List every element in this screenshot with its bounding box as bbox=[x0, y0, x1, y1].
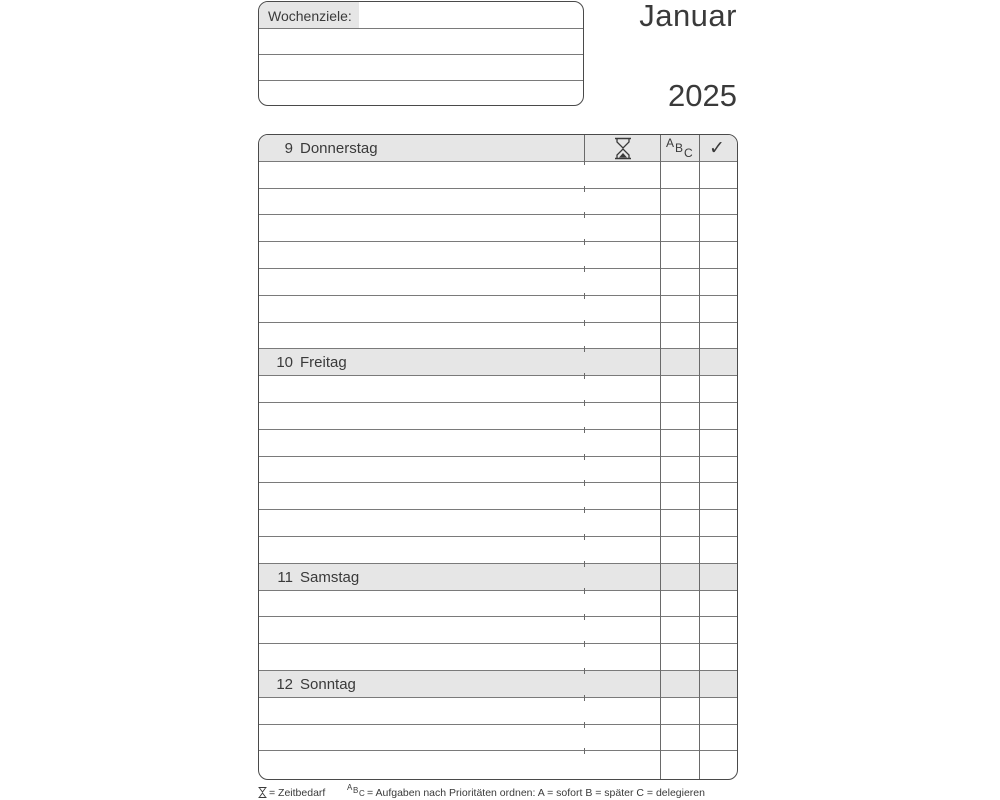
planner-entry-line[interactable] bbox=[259, 296, 737, 323]
planner-entry-line[interactable] bbox=[259, 215, 737, 242]
priority-letter-c: C bbox=[684, 146, 693, 160]
time-tick bbox=[584, 373, 585, 379]
day-name: Sonntag bbox=[300, 676, 356, 693]
planner-entry-line[interactable] bbox=[259, 591, 737, 618]
planner-entry-line[interactable] bbox=[259, 644, 737, 671]
time-tick bbox=[584, 212, 585, 218]
legend-letter-a: A bbox=[347, 783, 353, 792]
time-tick bbox=[584, 695, 585, 701]
legend-letter-b: B bbox=[353, 786, 359, 795]
time-tick bbox=[584, 588, 585, 594]
planner-entry-line[interactable] bbox=[259, 430, 737, 457]
time-column-divider bbox=[584, 135, 585, 161]
weekly-goals-label-band bbox=[259, 2, 359, 29]
time-tick bbox=[584, 641, 585, 647]
planner-entry-line[interactable] bbox=[259, 510, 737, 537]
legend-letter-c: C bbox=[359, 789, 365, 798]
time-tick bbox=[584, 266, 585, 272]
time-tick bbox=[584, 400, 585, 406]
time-tick bbox=[584, 186, 585, 192]
day-name: Samstag bbox=[300, 568, 360, 586]
day-number: 11 bbox=[277, 568, 293, 586]
planner-entry-line[interactable] bbox=[259, 376, 737, 403]
time-tick bbox=[584, 480, 585, 486]
hourglass-icon-small bbox=[258, 787, 267, 798]
legend-priority-text: = Aufgaben nach Prioritäten ordnen: A = sofort B = später C = delegieren bbox=[367, 787, 705, 799]
planner-entry-line[interactable] bbox=[259, 242, 737, 269]
planner-entry-line[interactable] bbox=[259, 269, 737, 296]
time-tick bbox=[584, 668, 585, 674]
day-header-row bbox=[259, 671, 737, 698]
planner-entry-line[interactable] bbox=[259, 403, 737, 430]
priority-letter-a: A bbox=[666, 136, 675, 150]
done-column-divider bbox=[699, 135, 700, 779]
time-tick bbox=[584, 748, 585, 754]
legend-time-text: = Zeitbedarf bbox=[269, 787, 326, 799]
month-title: Januar bbox=[639, 0, 737, 33]
goals-line[interactable] bbox=[259, 54, 583, 55]
time-tick bbox=[584, 427, 585, 433]
planner-entry-line[interactable] bbox=[259, 537, 737, 564]
planner-entry-line[interactable] bbox=[259, 751, 737, 778]
planner-entry-line[interactable] bbox=[259, 483, 737, 510]
planner-entry-line[interactable] bbox=[259, 189, 737, 216]
time-tick bbox=[584, 614, 585, 620]
priority-column-divider bbox=[660, 135, 661, 779]
checkmark-icon: ✓ bbox=[709, 138, 725, 159]
planner-entry-line[interactable] bbox=[259, 323, 737, 350]
planner-entry-line[interactable] bbox=[259, 617, 737, 644]
weekly-goals-box bbox=[258, 1, 584, 106]
time-tick bbox=[584, 239, 585, 245]
time-tick bbox=[584, 507, 585, 513]
day-header-row bbox=[259, 564, 737, 591]
year-title: 2025 bbox=[668, 78, 737, 113]
daily-planner-grid bbox=[258, 134, 738, 780]
day-name: Donnerstag bbox=[300, 140, 378, 157]
time-tick bbox=[584, 561, 585, 567]
hourglass-icon bbox=[613, 137, 633, 160]
planner-entry-line[interactable] bbox=[259, 698, 737, 725]
day-number: 12 bbox=[276, 676, 293, 693]
planner-entry-line[interactable] bbox=[259, 725, 737, 752]
day-number: 10 bbox=[276, 354, 293, 372]
time-tick bbox=[584, 293, 585, 299]
day-name: Freitag bbox=[300, 354, 347, 372]
time-tick bbox=[584, 346, 585, 352]
time-tick bbox=[584, 722, 585, 728]
time-tick bbox=[584, 320, 585, 326]
time-tick bbox=[584, 454, 585, 460]
day-header-row bbox=[259, 349, 737, 376]
day-number: 9 bbox=[284, 140, 293, 157]
planner-entry-line[interactable] bbox=[259, 162, 737, 189]
time-tick bbox=[584, 534, 585, 540]
time-tick bbox=[584, 159, 585, 165]
planner-entry-line[interactable] bbox=[259, 457, 737, 484]
priority-letter-b: B bbox=[675, 141, 684, 155]
goals-line[interactable] bbox=[259, 28, 583, 29]
goals-line[interactable] bbox=[259, 80, 583, 81]
weekly-goals-label: Wochenziele: bbox=[268, 8, 352, 24]
